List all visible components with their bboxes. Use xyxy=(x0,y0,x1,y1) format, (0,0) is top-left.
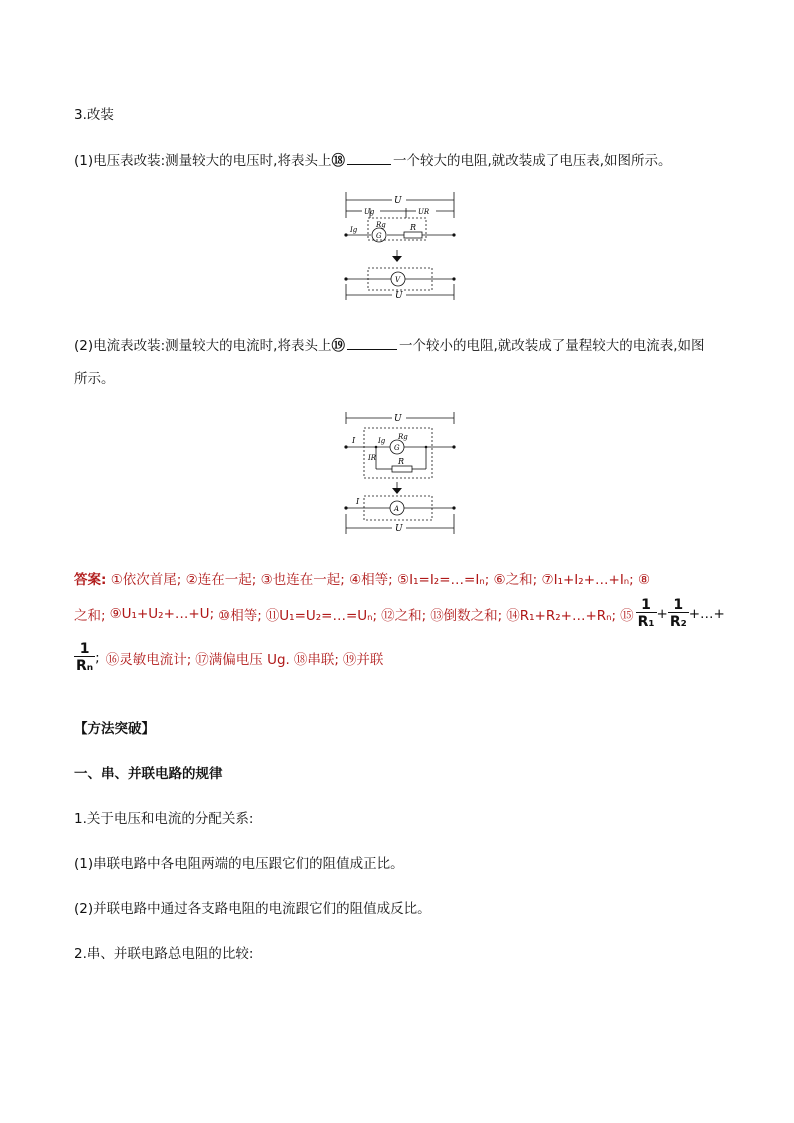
answer-item: ①依次首尾; xyxy=(110,572,182,588)
label-r: R xyxy=(410,223,417,232)
galvanometer-symbol: G xyxy=(394,444,400,452)
method-paragraph-1: 1.关于电压和电流的分配关系: xyxy=(74,811,254,827)
ammeter-symbol: A xyxy=(394,505,400,513)
galvanometer-symbol: G xyxy=(376,232,382,240)
ammeter-paragraph-line2: 所示。 xyxy=(74,371,115,387)
fraction-1-over-r2 xyxy=(668,598,689,629)
label-u-bottom: U xyxy=(395,291,403,301)
fraction-1-over-r1 xyxy=(636,598,657,629)
label-rg: Rg xyxy=(376,221,386,229)
voltmeter-prefix: (1)电压表改装:测量较大的电压时,将表头上 xyxy=(74,153,332,169)
answer-item: ⑭R₁+R₂+…+Rₙ; xyxy=(506,607,617,624)
fraction-denominator: R₁ xyxy=(637,614,655,630)
blank-19-number: ⑲ xyxy=(331,338,345,354)
method-paragraph-2: (1)串联电路中各电阻两端的电压跟它们的阻值成正比。 xyxy=(74,856,404,872)
label-ur: UR xyxy=(418,208,430,216)
fraction-numerator: 1 xyxy=(668,598,689,613)
blank-19 xyxy=(347,337,397,350)
answer-item: ⑤I₁=I₂=…=Iₙ; xyxy=(397,572,490,588)
ammeter-prefix: (2)电流表改装:测量较大的电流时,将表头上 xyxy=(74,338,332,354)
method-subtitle: 一、串、并联电路的规律 xyxy=(74,766,223,782)
answer-item: ⑱串联; xyxy=(293,651,339,668)
fraction-numerator: 1 xyxy=(636,598,657,613)
label-ig: Ig xyxy=(350,226,358,234)
answer-item: 之和; xyxy=(74,607,106,624)
label-ug: Ug xyxy=(364,208,375,216)
answer-item: ⑧ xyxy=(638,572,651,588)
ammeter-circuit-diagram xyxy=(336,408,464,540)
voltmeter-suffix: 一个较大的电阻,就改装成了电压表,如图所示。 xyxy=(392,153,672,169)
voltmeter-circuit-diagram xyxy=(336,188,464,308)
label-r: R xyxy=(398,457,405,466)
ellipsis-sum: +…+ xyxy=(688,605,725,622)
answers-line-2 xyxy=(74,598,725,629)
answer-item: ⑯灵敏电流计; xyxy=(105,651,192,668)
answer-item: ⑥之和; xyxy=(493,572,538,588)
answers-line-3 xyxy=(74,642,383,673)
label-u-bottom: U xyxy=(395,524,403,534)
answer-item: ②连在一起; xyxy=(185,572,257,588)
fraction-numerator: 1 xyxy=(74,642,95,657)
blank-18-number: ⑱ xyxy=(331,153,345,169)
blank-18 xyxy=(347,152,391,165)
fraction-denominator: Rₙ xyxy=(76,658,94,674)
label-i-bottom: I xyxy=(356,497,360,506)
label-u-top: U xyxy=(394,196,402,206)
fraction-denominator: R₂ xyxy=(669,614,687,630)
label-i: I xyxy=(352,436,356,445)
answers-label: 答案: xyxy=(74,572,107,588)
answer-item: ⑪U₁=U₂=…=Uₙ; xyxy=(265,607,378,624)
voltmeter-paragraph xyxy=(74,149,672,169)
method-paragraph-3: (2)并联电路中通过各支路电阻的电流跟它们的阻值成反比。 xyxy=(74,901,431,917)
label-u-top: U xyxy=(394,414,402,424)
semicolon: ; xyxy=(95,649,100,666)
ammeter-suffix: 一个较小的电阻,就改装成了量程较大的电流表,如图 xyxy=(398,338,705,354)
label-rg: Rg xyxy=(398,433,408,441)
answer-item: ⑲并联 xyxy=(342,651,384,668)
plus-sign: + xyxy=(656,605,668,622)
answer-item: ⑦I₁+I₂+…+Iₙ; xyxy=(541,572,634,588)
ammeter-paragraph xyxy=(74,334,705,354)
method-title: 【方法突破】 xyxy=(74,721,155,737)
section-title: 3.改装 xyxy=(74,107,114,123)
answer-item: ③也连在一起; xyxy=(260,572,345,588)
answer-item: ⑫之和; xyxy=(381,607,427,624)
label-ig: Ig xyxy=(378,437,386,445)
answer-item: ⑩相等; xyxy=(218,607,262,624)
label-ir: IR xyxy=(368,454,377,462)
answer-item: ⑬倒数之和; xyxy=(430,607,503,624)
answer-item: ⑰满偏电压 Ug. xyxy=(195,651,290,668)
method-paragraph-4: 2.串、并联电路总电阻的比较: xyxy=(74,946,254,962)
fraction-1-over-rn xyxy=(74,642,95,673)
answer-item: ④相等; xyxy=(349,572,393,588)
answer-item: ⑮ xyxy=(620,607,634,624)
answer-item: ⑨U₁+U₂+…+U; xyxy=(109,605,215,622)
answers-line-1 xyxy=(74,568,650,588)
voltmeter-symbol: V xyxy=(395,276,401,284)
